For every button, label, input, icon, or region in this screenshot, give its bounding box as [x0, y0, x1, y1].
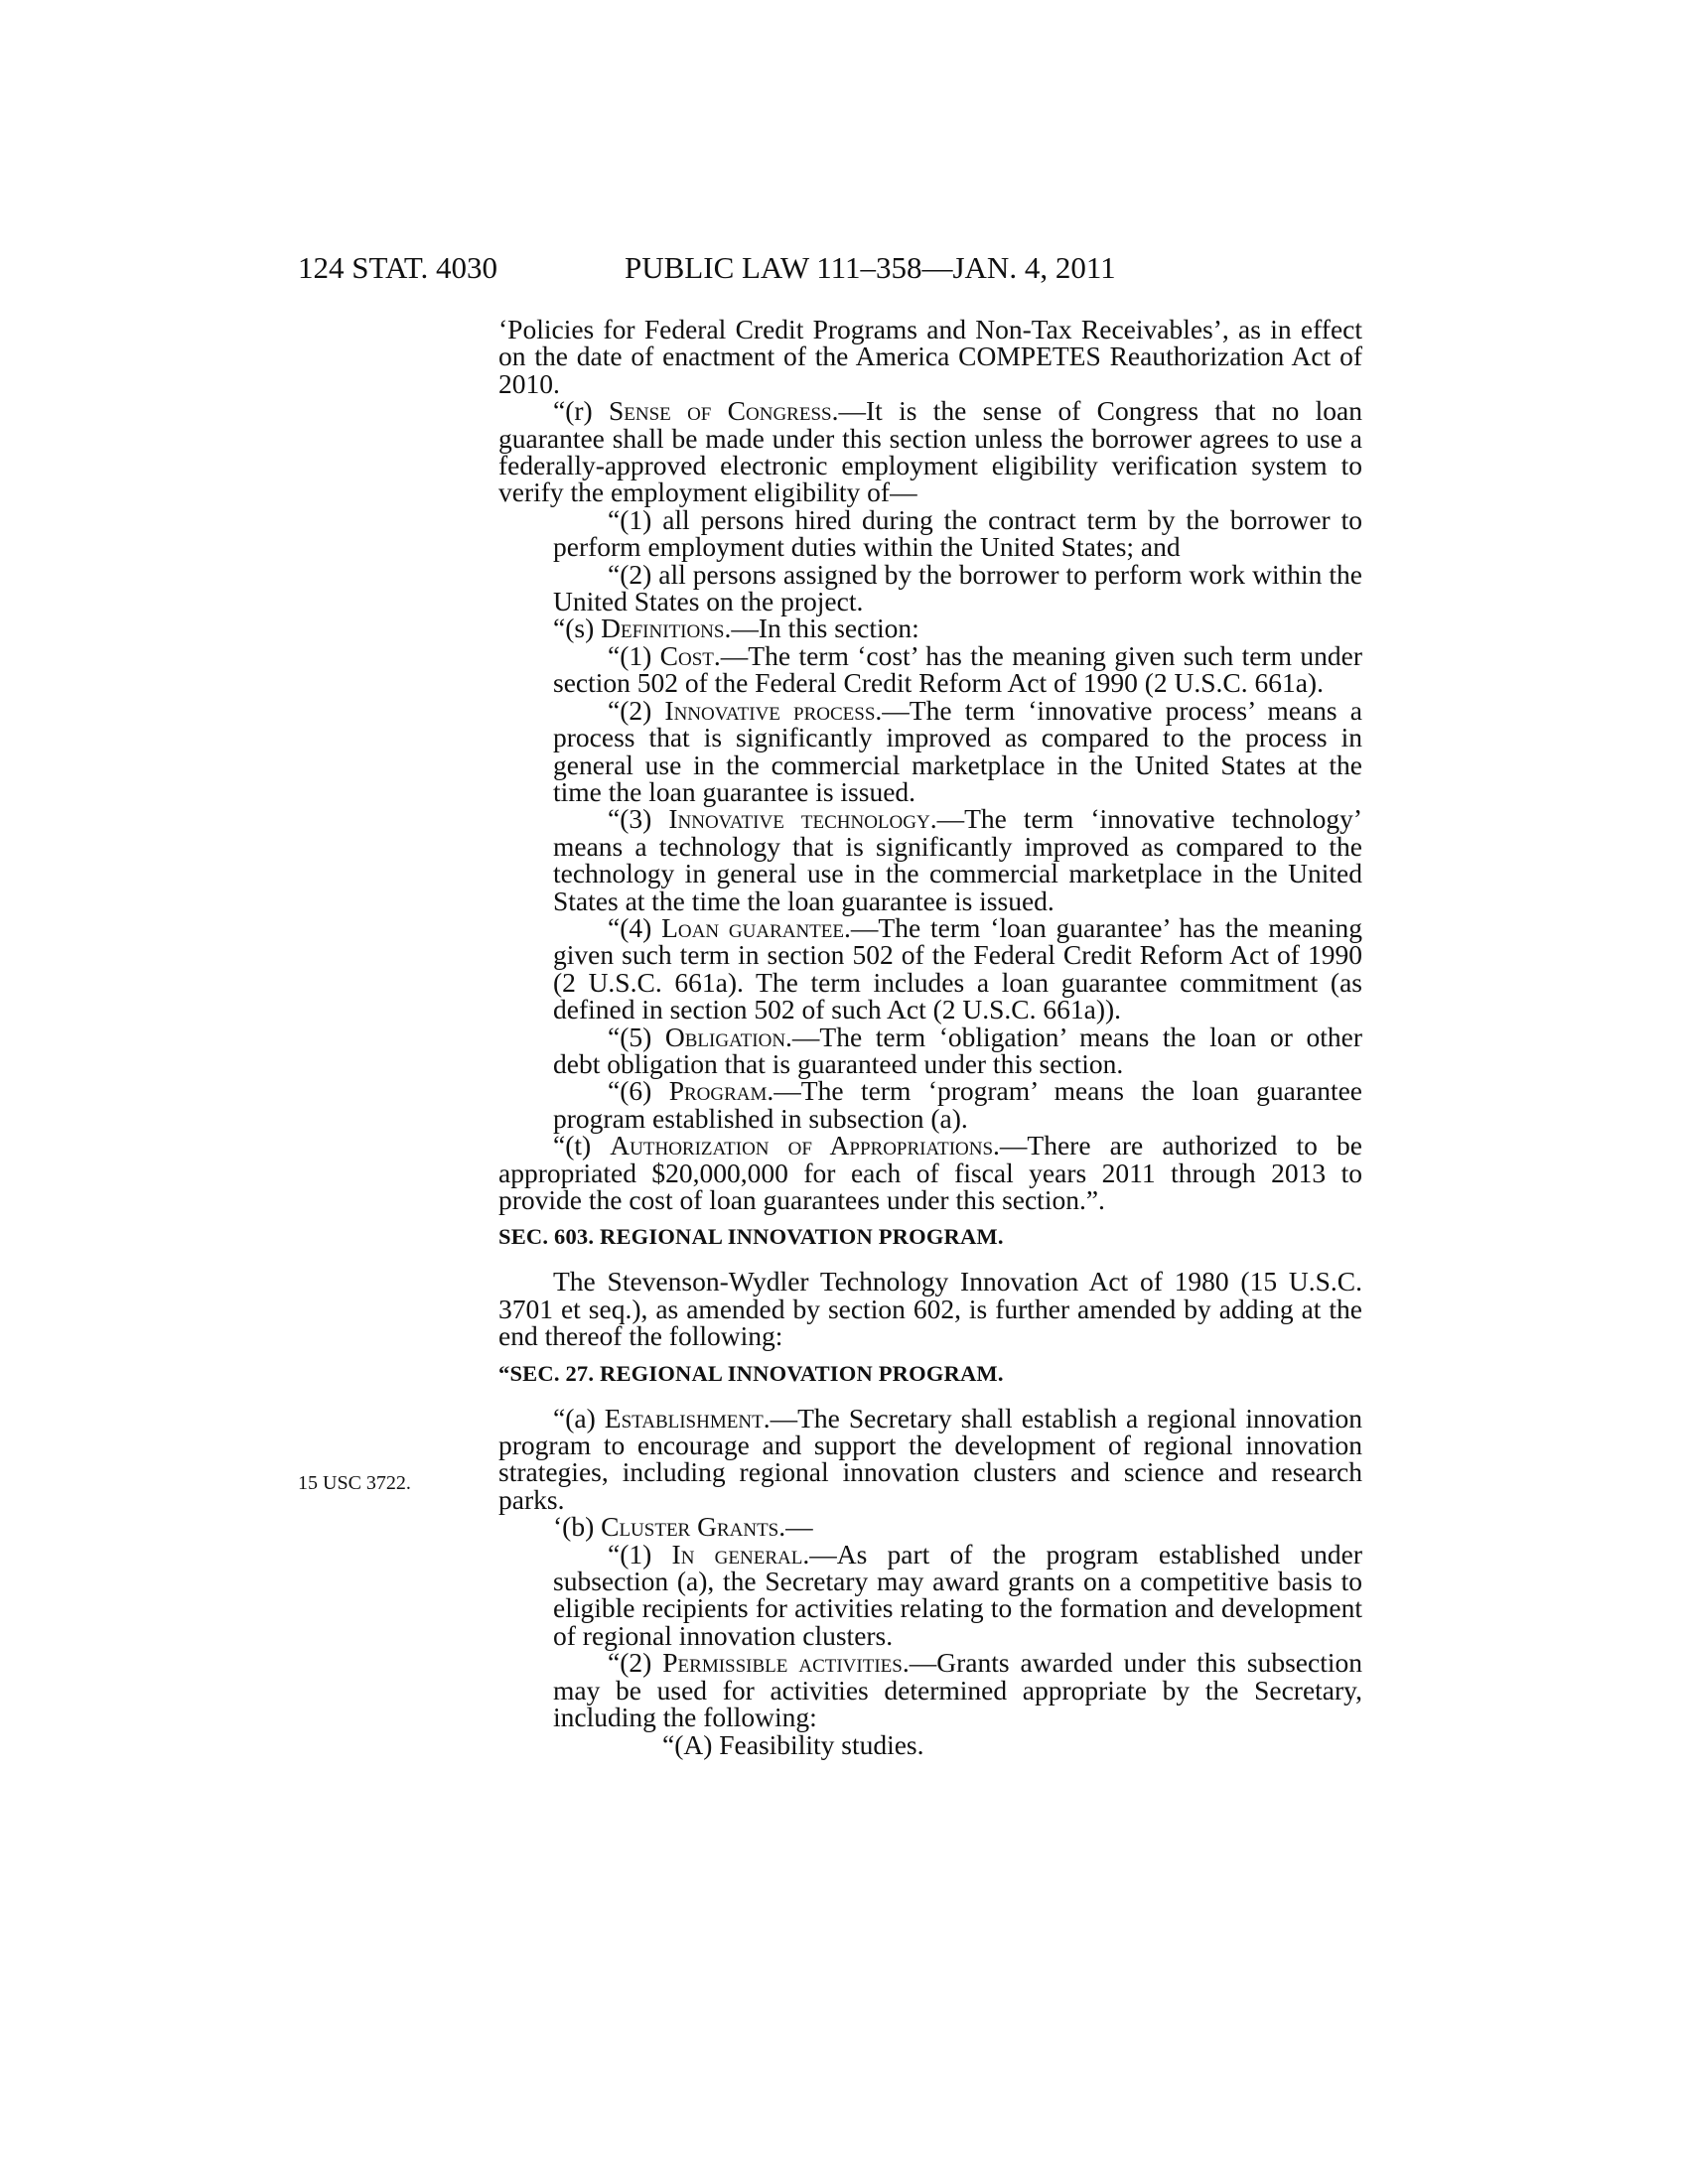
paragraph-s-1-cost: “(1) Cost.—The term ‘cost’ has the meaning given such term under section 502 of the Federal Credit Reform Act of 1990 (2 U.S.C. 661a).: [553, 639, 1362, 699]
section-603-heading: SEC. 603. REGIONAL INNOVATION PROGRAM.: [498, 1224, 1004, 1250]
paragraph-s-3-innovative-technology: “(3) Innovative technology.—The term ‘innovative technology’ means a technology that is significantly improved as compared to the technology in general use in the commercial marketplace in the United States at the time the loan guarantee is issued.: [553, 803, 1362, 916]
document-body: [498, 316, 1362, 1758]
section-27-heading: “SEC. 27. REGIONAL INNOVATION PROGRAM.: [498, 1360, 1004, 1386]
paragraph-b-2-A: “(A) Feasibility studies.: [662, 1728, 924, 1760]
statute-page-number: 124 STAT. 4030: [298, 250, 498, 285]
paragraph-t-authorization: “(t) Authorization of Appropriations.—There are authorized to be appropriated $20,000,000 for each of fiscal years 2011 through 2013 to provide the cost of loan guarantees under this section.”.: [498, 1130, 1362, 1215]
section-603-text: The Stevenson-Wydler Technology Innovation Act of 1980 (15 U.S.C. 3701 et seq.), as amended by section 602, is further amended by adding at the end thereof the following:: [498, 1266, 1362, 1352]
paragraph-r-sense-of-congress: “(r) Sense of Congress.—It is the sense of Congress that no loan guarantee shall be made under this section unless the borrower agrees to use a federally-approved electronic employment eligibility verification system to verify the employment eligibility of—: [498, 395, 1362, 508]
paragraph-s-4-loan-guarantee: “(4) Loan guarantee.—The term ‘loan guarantee’ has the meaning given such term in section 502 of the Federal Credit Reform Act of 1990 (2 U.S.C. 661a). The term includes a loan guarantee commitment (as defined in section 502 of such Act (2 U.S.C. 661a)).: [553, 911, 1362, 1025]
paragraph-b-2-permissible-activities: “(2) Permissible activities.—Grants awarded under this subsection may be used for activities determined appropriate by the Secretary, including the following:: [553, 1647, 1362, 1733]
paragraph-b-cluster-grants: ‘(b) Cluster Grants.—: [553, 1511, 813, 1543]
paragraph-s-definitions: “(s) Definitions.—In this section:: [553, 613, 919, 644]
paragraph-s-6-program: “(6) Program.—The term ‘program’ means the loan guarantee program established in subsection (a).: [553, 1075, 1362, 1134]
paragraph-b-1-in-general: “(1) In general.—As part of the program established under subsection (a), the Secretary may award grants on a competitive basis to eligible recipients for activities relating to the formation and development of regional innovation clusters.: [553, 1538, 1362, 1651]
paragraph-s-5-obligation: “(5) Obligation.—The term ‘obligation’ means the loan or other debt obligation that is guaranteed under this section.: [553, 1021, 1362, 1079]
paragraph-a-establishment: “(a) Establishment.—The Secretary shall establish a regional innovation program to encourage and support the development of regional innovation strategies, including regional innovation clusters and science and research parks.: [498, 1402, 1363, 1515]
paragraph-r-2: “(2) all persons assigned by the borrower to perform work within the United States on the project.: [553, 558, 1362, 617]
paragraph-s-2-innovative-process: “(2) Innovative process.—The term ‘innovative process’ means a process that is significantly improved as compared to the process in general use in the commercial marketplace in the United States at the time the loan guarantee is issued.: [553, 694, 1362, 807]
margin-note-usc: 15 USC 3722.: [298, 1472, 411, 1494]
running-header-title: PUBLIC LAW 111–358—JAN. 4, 2011: [625, 250, 1116, 285]
paragraph-r-1: “(1) all persons hired during the contract term by the borrower to perform employment duties within the United States; and: [553, 503, 1362, 563]
paragraph-continuation: ‘Policies for Federal Credit Programs and Non-Tax Receivables’, as in effect on the date of enactment of the America COMPETES Reauthorization Act of 2010.: [498, 314, 1362, 399]
